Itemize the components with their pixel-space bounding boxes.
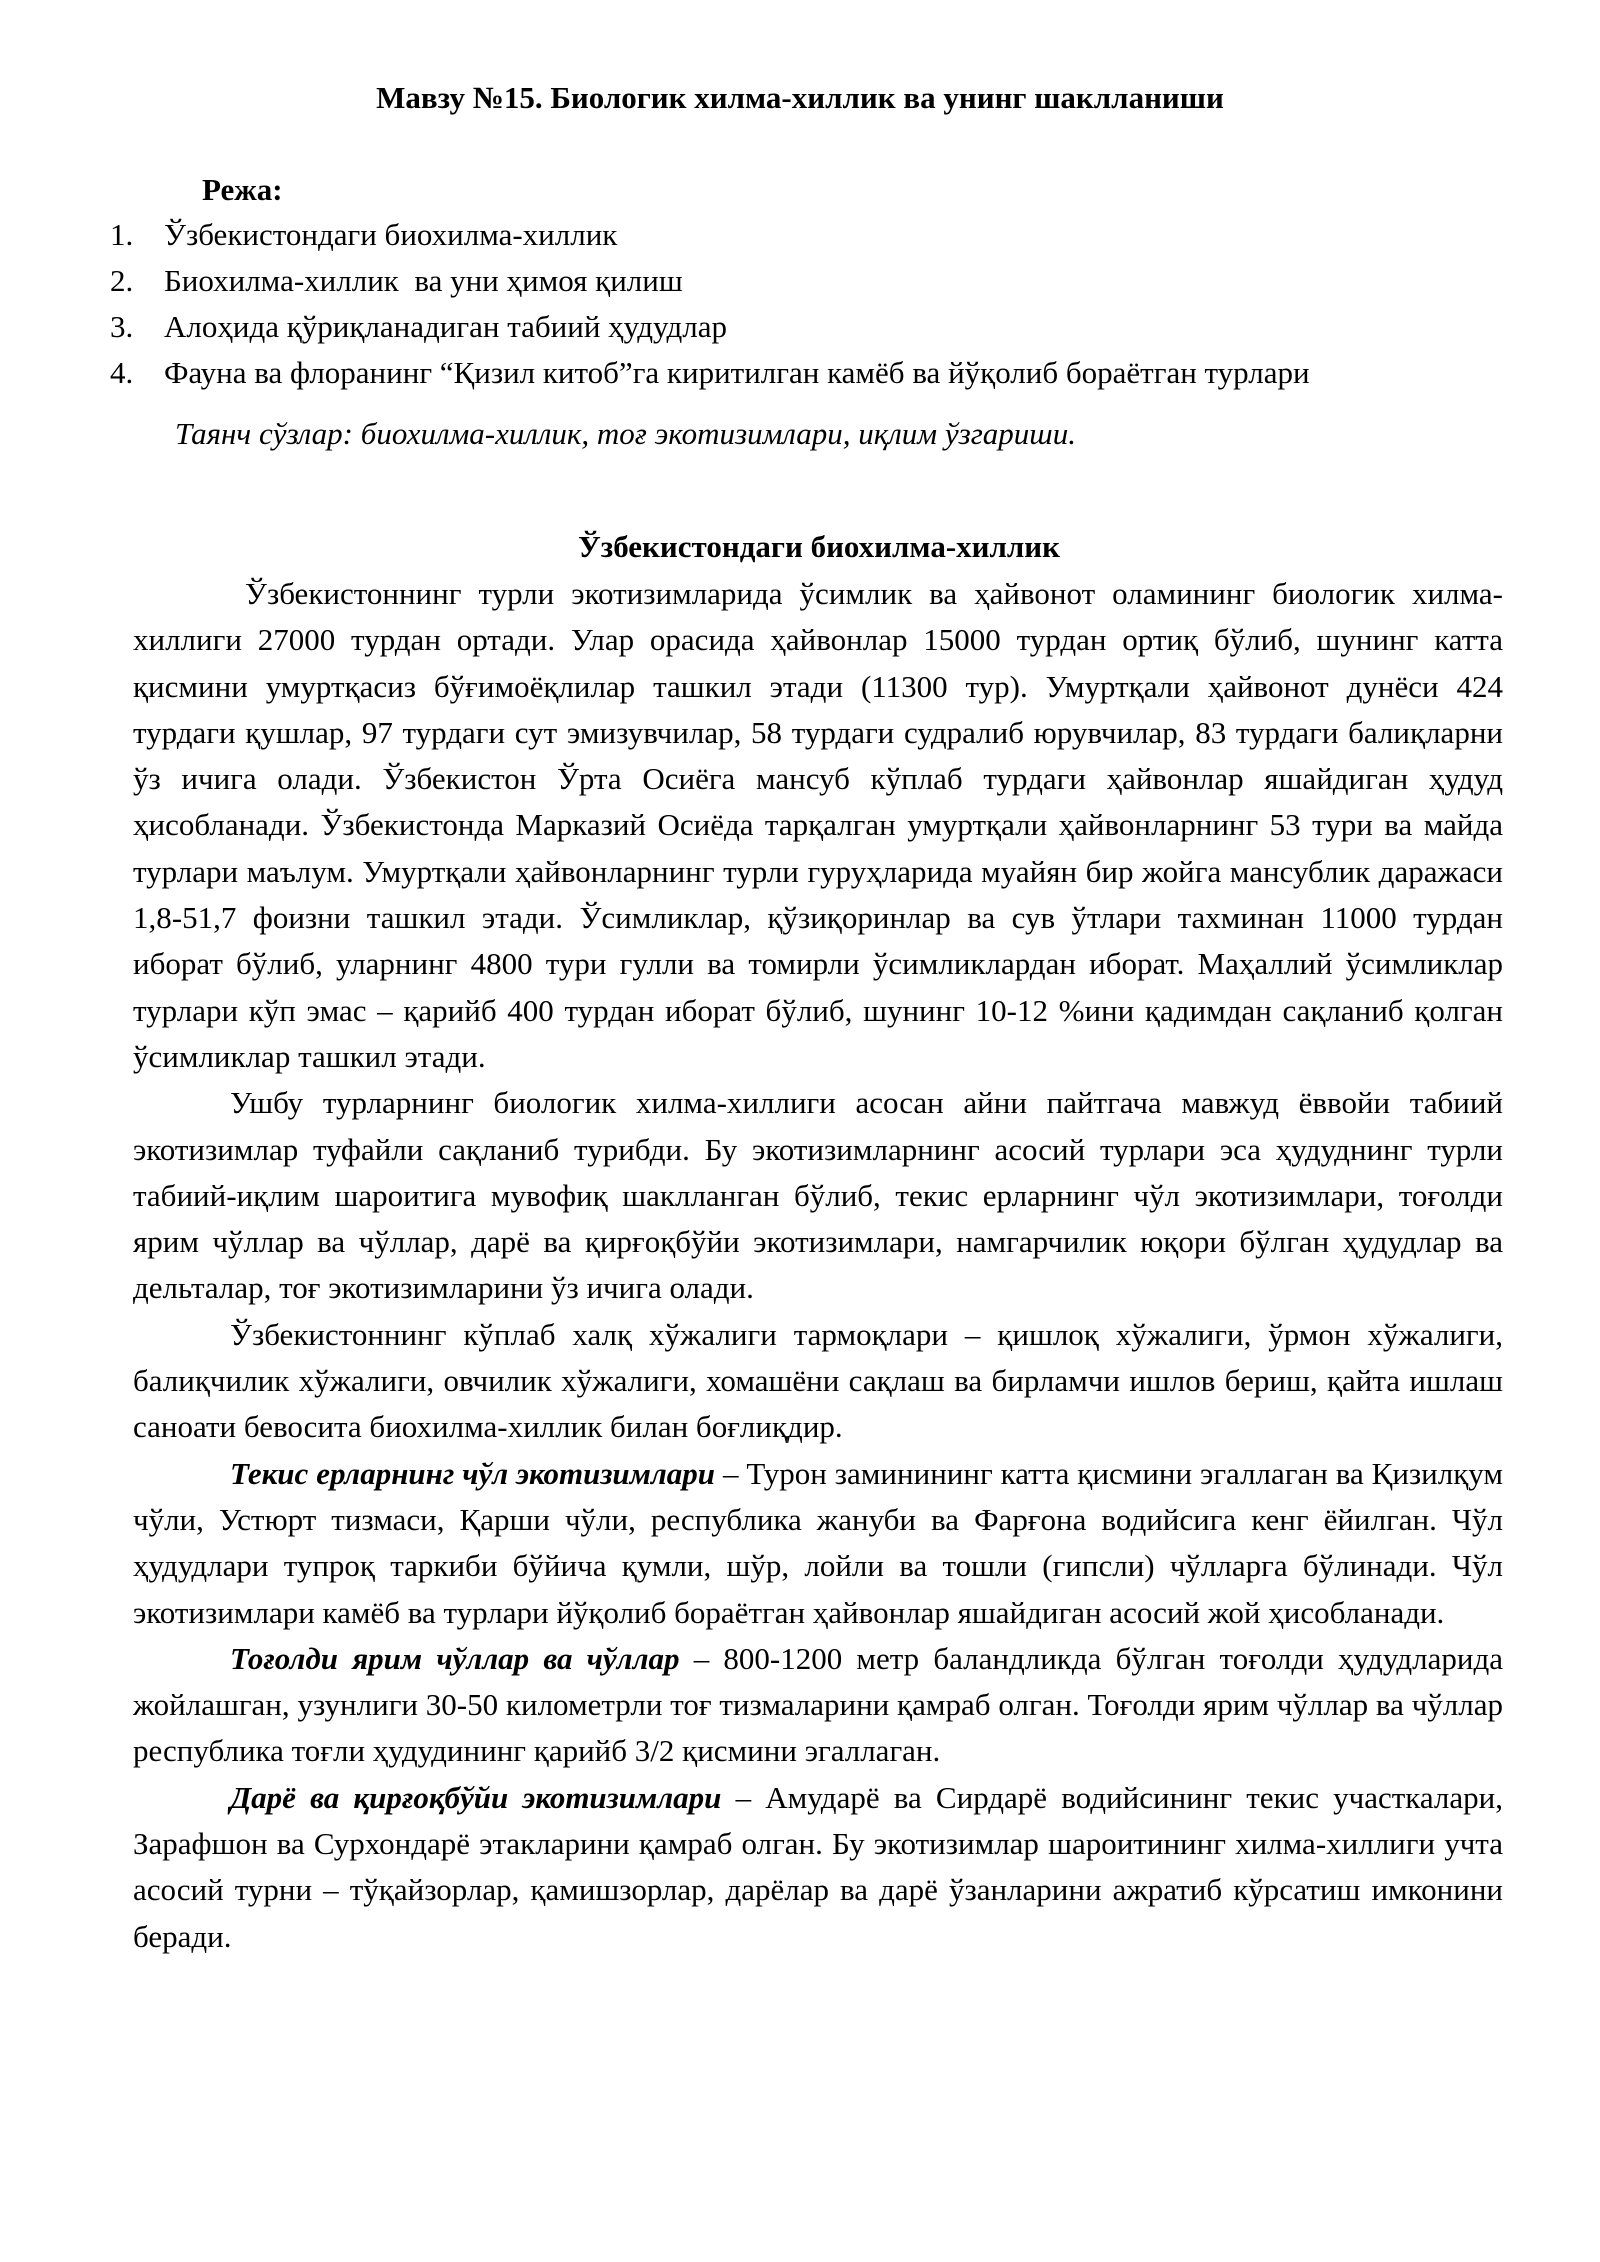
paragraph-lead: Тоғолди ярим чўллар ва чўллар (230, 1640, 680, 1676)
plan-heading: Режа: (202, 172, 283, 207)
section-body (133, 571, 1503, 1960)
plan-item (110, 258, 1510, 304)
plan-item-number: 1. (110, 217, 134, 252)
paragraph (133, 1775, 1503, 1960)
plan-item-number: 2. (110, 263, 134, 298)
plan-item (110, 212, 1510, 258)
paragraph-lead: Текис ерларнинг чўл экотизимлари (230, 1455, 716, 1491)
plan-item-text: Фауна ва флоранинг “Қизил китоб”га киритилган камёб ва йўқолиб бораётган турлари (164, 355, 1310, 390)
plan-item-number: 4. (110, 355, 134, 390)
plan-item-number: 3. (110, 309, 134, 344)
paragraph-text: – Амударё ва Сирдарё водийсининг текис участкалари, Зарафшон ва Сурхондарё этакларини қамраб олган. Бу экотизимлар шароитининг хилма-хиллиги учта асосий турни – тўқайзорлар, қамишзорлар, дарёлар ва дарё ўзанларини ажратиб кўрсатиш имконини беради. (133, 1779, 1503, 1954)
plan-item (110, 304, 1510, 350)
document-title: Мавзу №15. Биологик хилма-хиллик ва унинг шаклланиши (376, 80, 1224, 115)
paragraph (133, 1636, 1503, 1775)
paragraph (133, 1312, 1503, 1451)
plan-item (110, 350, 1510, 396)
plan-item-text: Биохилма-хиллик ва уни ҳимоя қилиш (164, 263, 683, 298)
paragraph-text: – Турон заминининг катта қисмини эгаллаган ва Қизилқум чўли, Устюрт тизмаси, Қарши чўли, республика жануби ва Фарғона водийсига кенг ёйилган. Чўл ҳудудлари тупроқ таркиби бўйича қумли, шўр, лойли ва тошли (гипсли) чўлларга бўлинади. Чўл экотизимлари камёб ва турлари йўқолиб бораётган ҳайвонлар яшайдиган асосий жой ҳисобланади. (133, 1455, 1503, 1630)
paragraph (133, 1451, 1503, 1636)
paragraph (133, 1080, 1503, 1311)
paragraph-text: Ўзбекистоннинг турли экотизимларида ўсимлик ва ҳайвонот оламининг биологик хилма-хиллиги 27000 турдан ортади. Улар орасида ҳайвонлар 15000 турдан ортиқ бўлиб, шунинг катта қисмини умуртқасиз бўғимоёқлилар ташкил этади (11300 тур). Умуртқали ҳайвонот дунёси 424 турдаги қушлар, 97 турдаги сут эмизувчилар, 58 турдаги судралиб юрувчилар, 83 турдаги балиқларни ўз ичига олади. Ўзбекистон Ўрта Осиёга мансуб кўплаб турдаги ҳайвонлар яшайдиган ҳудуд ҳисобланади. Ўзбекистонда Марказий Осиёда тарқалган умуртқали ҳайвонларнинг 53 тури ва майда турлари маълум. Умуртқали ҳайвонларнинг турли гуруҳларида муайян бир жойга мансублик даражаси 1,8-51,7 фоизни ташкил этади. Ўсимликлар, қўзиқоринлар ва сув ўтлари тахминан 11000 турдан иборат бўлиб, уларнинг 4800 тури гулли ва томирли ўсимликлардан иборат. Маҳаллий ўсимликлар турлари кўп эмас – қарийб 400 турдан иборат бўлиб, шунинг 10-12 %ини қадимдан сақланиб қолган ўсимликлар ташкил этади. (133, 576, 1503, 1074)
keywords-line: Таянч сўзлар: биохилма-хиллик, тоғ экотизимлари, иқлим ўзгариши. (175, 416, 1076, 451)
plan-list (110, 212, 1510, 396)
paragraph-lead: Дарё ва қирғоқбўйи экотизимлари (230, 1779, 722, 1815)
paragraph-text: Ўзбекистоннинг кўплаб халқ хўжалиги тармоқлари – қишлоқ хўжалиги, ўрмон хўжалиги, балиқчилик хўжалиги, овчилик хўжалиги, хомашёни сақлаш ва бирламчи ишлов бериш, қайта ишлаш саноати бевосита биохилма-хиллик билан боғлиқдир. (133, 1316, 1503, 1445)
section-heading: Ўзбекистондаги биохилма-хиллик (577, 529, 1061, 564)
paragraph (133, 571, 1503, 1080)
paragraph-text: Ушбу турларнинг биологик хилма-хиллиги асосан айни пайтгача мавжуд ёввойи табиий экотизимлар туфайли сақланиб турибди. Бу экотизимларнинг асосий турлари эса ҳудуднинг турли табиий-иқлим шароитига мувофиқ шаклланган бўлиб, текис ерларнинг чўл экотизимлари, тоғолди ярим чўллар ва чўллар, дарё ва қирғоқбўйи экотизимлари, намгарчилик юқори бўлган ҳудудлар ва дельталар, тоғ экотизимларини ўз ичига олади. (133, 1085, 1503, 1306)
plan-item-text: Ўзбекистондаги биохилма-хиллик (164, 217, 618, 252)
plan-item-text: Алоҳида қўриқланадиган табиий ҳудудлар (164, 309, 728, 344)
paragraph-text: – 800-1200 метр баландликда бўлган тоғолди ҳудудларида жойлашган, узунлиги 30-50 километрли тоғ тизмаларини қамраб олган. Тоғолди ярим чўллар ва чўллар республика тоғли ҳудудининг қарийб 3/2 қисмини эгаллаган. (133, 1640, 1503, 1769)
